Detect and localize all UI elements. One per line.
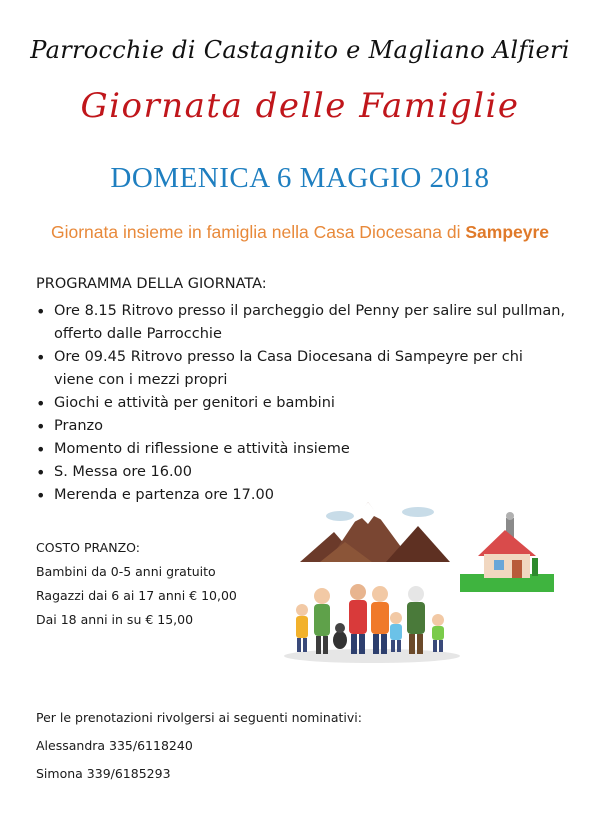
cost-line: Ragazzi dai 6 ai 17 anni € 10,00 (36, 588, 237, 603)
program-item: • Momento di riflessione e attività insieme (36, 438, 566, 461)
cost-line: Bambini da 0-5 anni gratuito (36, 564, 216, 579)
person-icon (314, 588, 330, 654)
event-title: Giornata delle Famiglie (80, 86, 520, 126)
program-item: • S. Messa ore 16.00 (36, 461, 566, 484)
booking-heading: Per le prenotazioni rivolgersi ai seguenti nominativi: (36, 710, 362, 725)
subtitle-place: Sampeyre (465, 222, 550, 242)
subtitle-text: Giornata insieme in famiglia nella Casa Diocesana di (50, 222, 466, 242)
program-heading: PROGRAMMA DELLA GIORNATA: (36, 276, 267, 292)
event-subtitle (0, 222, 600, 243)
person-icon (371, 586, 389, 654)
person-icon (390, 612, 402, 652)
person-icon (296, 604, 308, 652)
contact-line: Simona 339/6185293 (36, 766, 171, 781)
person-icon (432, 614, 444, 652)
parish-name: Parrocchie di Castagnito e Magliano Alfieri (30, 36, 570, 64)
program-item: • Ore 8.15 Ritrovo presso il parcheggio del Penny per salire sul pullman, offerto dalle Parrocchie (36, 300, 566, 346)
program-item: • Pranzo (36, 415, 566, 438)
cloud-icon (402, 507, 434, 517)
program-item: • Ore 09.45 Ritrovo presso la Casa Diocesana di Sampeyre per chi viene con i mezzi propri (36, 346, 566, 392)
contact-line: Alessandra 335/6118240 (36, 738, 193, 753)
cost-heading: COSTO PRANZO: (36, 540, 140, 555)
program-list (36, 300, 566, 507)
person-icon (349, 584, 367, 654)
person-icon (407, 586, 425, 654)
event-date: DOMENICA 6 MAGGIO 2018 (110, 162, 490, 194)
cloud-icon (326, 511, 354, 521)
program-item: • Giochi e attività per genitori e bambini (36, 392, 566, 415)
program-item: • Merenda e partenza ore 17.00 (36, 484, 566, 507)
family-illustration (282, 580, 462, 664)
mountains-illustration (300, 498, 450, 570)
cost-line: Dai 18 anni in su € 15,00 (36, 612, 194, 627)
dog-icon (333, 623, 347, 649)
house-illustration (460, 510, 554, 592)
